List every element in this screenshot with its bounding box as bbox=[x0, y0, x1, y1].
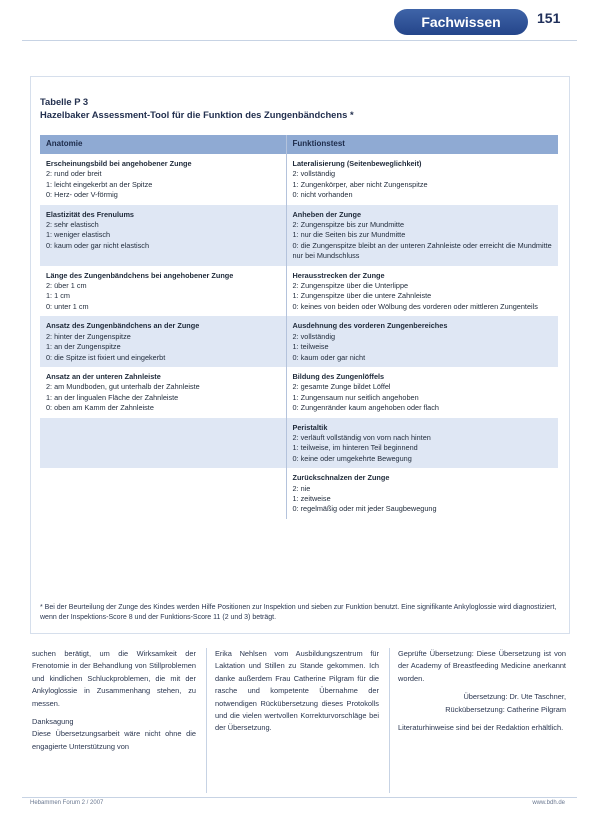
score-line: 0: Herz- oder V-förmig bbox=[46, 190, 118, 200]
score-line: 1: teilweise bbox=[292, 342, 329, 352]
funktionstest-cell bbox=[286, 205, 558, 266]
score-line: 0: oben am Kamm der Zahnleiste bbox=[46, 403, 154, 413]
score-line: 2: vollständig bbox=[292, 169, 336, 179]
column-divider bbox=[389, 648, 390, 793]
criterion-heading: Länge des Zungenbändchens bei angehobener Zunge bbox=[46, 270, 234, 280]
table-row bbox=[40, 316, 558, 367]
col1-paragraph: suchen berätigt, um die Wirksamkeit der Frenotomie in der Behandlung von Stillproblemen und kindlichen Schluckproblemen, die mit der Ankyloglossie in Zusammenhang stehen, zu messen. bbox=[32, 649, 196, 708]
funktionstest-cell bbox=[286, 367, 558, 418]
body-column-3 bbox=[398, 648, 566, 740]
table-label: Tabelle P 3 bbox=[40, 96, 89, 107]
score-line: 2: sehr elastisch bbox=[46, 220, 99, 230]
col2-paragraph: Erika Nehlsen vom Ausbildungszentrum für Laktation und Stillen zu Stande gekommen. Ich danke außerdem Frau Catherine Pilgram für die rasche und kompetente Übernahme der notwendigen Rückübersetzung dieses Protokolls und die vielen wertvollen Korrekturvorschläge bei der Übersetzung. bbox=[215, 649, 379, 733]
score-line: 0: die Zungenspitze bleibt an der unteren Zahnleiste oder erreicht die Mundmitte nur bei Mundschluss bbox=[292, 240, 552, 261]
score-line: 1: weniger elastisch bbox=[46, 230, 111, 240]
footer-left: Hebammen Forum 2 / 2007 bbox=[30, 800, 104, 806]
body-column-1 bbox=[32, 648, 196, 759]
score-line: 0: die Spitze ist fixiert und eingekerbt bbox=[46, 352, 166, 362]
table-row bbox=[40, 154, 558, 205]
table-row bbox=[40, 205, 558, 266]
anatomie-cell bbox=[40, 316, 286, 367]
score-line: 0: Zungenränder kaum angehoben oder flach bbox=[292, 403, 439, 413]
back-translation-credit: Rückübersetzung: Catherine Pilgram bbox=[445, 704, 566, 714]
funktionstest-cell bbox=[286, 154, 558, 205]
criterion-heading: Ansatz des Zungenbändchens an der Zunge bbox=[46, 321, 200, 331]
score-line: 1: teilweise, im hinteren Teil beginnend bbox=[292, 443, 418, 453]
anatomie-cell bbox=[40, 205, 286, 266]
score-line: 2: am Mundboden, gut unterhalb der Zahnleiste bbox=[46, 382, 200, 392]
criterion-heading: Anheben der Zunge bbox=[292, 209, 362, 219]
score-line: 2: Zungenspitze bis zur Mundmitte bbox=[292, 220, 405, 230]
col3-paragraph-3: Literaturhinweise sind bei der Redaktion erhältlich. bbox=[398, 723, 564, 733]
score-line: 0: unter 1 cm bbox=[46, 301, 89, 311]
score-line: 2: Zungenspitze über die Unterlippe bbox=[292, 281, 409, 291]
score-line: 0: kaum oder gar nicht elastisch bbox=[46, 240, 150, 250]
funktionstest-cell bbox=[286, 266, 558, 317]
score-line: 0: regelmäßig oder mit jeder Saugbewegung bbox=[292, 504, 437, 514]
header-divider bbox=[22, 40, 577, 41]
col1-paragraph-2: Diese Übersetzungsarbeit wäre nicht ohne die engagierte Unterstützung von bbox=[32, 729, 196, 751]
score-line: 0: keines von beiden oder Wölbung des vorderen oder mittleren Zungenteils bbox=[292, 301, 538, 311]
criterion-heading: Erscheinungsbild bei angehobener Zunge bbox=[46, 159, 192, 168]
page-number: 151 bbox=[537, 10, 561, 26]
score-line: 2: über 1 cm bbox=[46, 281, 87, 291]
score-line: 2: verläuft vollständig von vorn nach hinten bbox=[292, 432, 431, 442]
table-title bbox=[40, 95, 354, 121]
score-line: 2: gesamte Zunge bildet Löffel bbox=[292, 382, 391, 392]
table-row bbox=[40, 266, 558, 317]
anatomie-cell bbox=[40, 266, 286, 317]
funktionstest-cell bbox=[286, 468, 558, 519]
col3-paragraph-1: Geprüfte Übersetzung: Diese Übersetzung ist von der Academy of Breastfeeding Medicine anerkannt worden. bbox=[398, 649, 566, 683]
table-caption: Hazelbaker Assessment-Tool für die Funktion des Zungenbändchens * bbox=[40, 109, 354, 120]
score-line: 0: kaum oder gar nicht bbox=[292, 352, 366, 362]
anatomie-cell bbox=[40, 154, 286, 205]
score-line: 2: nie bbox=[292, 483, 311, 493]
table-box bbox=[30, 76, 570, 634]
criterion-heading: Bildung des Zungenlöffels bbox=[292, 371, 385, 381]
score-line: 0: nicht vorhanden bbox=[292, 190, 353, 200]
criterion-heading: Lateralisierung (Seitenbeweglichkeit) bbox=[292, 159, 422, 168]
score-line: 2: rund oder breit bbox=[46, 169, 102, 179]
criterion-heading: Ausdehnung des vorderen Zungenbereiches bbox=[292, 321, 448, 331]
table-footnote: * Bei der Beurteilung der Zunge des Kindes werden Hilfe Positionen zur Inspektion und sieben zur Funktion benutzt. Eine signifikante Ankyloglossie wird diagnostiziert, wenn der Inspektions-Score 8 und der Funktions-Score 11 (2 und 3) beträgt. bbox=[40, 604, 557, 621]
score-line: 2: vollständig bbox=[292, 331, 336, 341]
score-line: 1: nur die Seiten bis zur Mundmitte bbox=[292, 230, 406, 240]
col-header-anatomie: Anatomie bbox=[40, 135, 286, 154]
score-line: 2: hinter der Zungenspitze bbox=[46, 331, 131, 341]
section-tab: Fachwissen bbox=[394, 9, 528, 35]
criterion-heading: Zurückschnalzen der Zunge bbox=[292, 473, 390, 483]
criterion-heading: Ansatz an der unteren Zahnleiste bbox=[46, 371, 161, 381]
criterion-heading: Herausstrecken der Zunge bbox=[292, 270, 385, 280]
footer-right: www.bdh.de bbox=[532, 800, 565, 806]
funktionstest-cell bbox=[286, 316, 558, 367]
footer-divider bbox=[22, 797, 577, 798]
criterion-heading: Elastizität des Frenulums bbox=[46, 209, 134, 219]
table-row bbox=[40, 418, 558, 469]
funktionstest-cell bbox=[286, 418, 558, 469]
criterion-heading: Peristaltik bbox=[292, 422, 328, 432]
score-line: 1: leicht eingekerbt an der Spitze bbox=[46, 179, 153, 189]
anatomie-cell bbox=[40, 418, 286, 469]
anatomie-cell bbox=[40, 468, 286, 519]
score-line: 1: Zungenspitze über die untere Zahnleiste bbox=[292, 291, 432, 301]
score-line: 1: zeitweise bbox=[292, 493, 331, 503]
acknowledgement-heading: Danksagung bbox=[32, 717, 74, 727]
table-row bbox=[40, 468, 558, 519]
score-line: 1: Zungenkörper, aber nicht Zungenspitze bbox=[292, 179, 428, 189]
anatomie-cell bbox=[40, 367, 286, 418]
col-header-funktionstest: Funktionstest bbox=[286, 135, 558, 154]
column-divider bbox=[206, 648, 207, 793]
translation-credit: Übersetzung: Dr. Ute Taschner, bbox=[463, 692, 566, 702]
score-line: 1: 1 cm bbox=[46, 291, 70, 301]
assessment-table bbox=[40, 135, 558, 519]
body-column-2 bbox=[215, 648, 379, 741]
score-line: 1: Zungensaum nur seitlich angehoben bbox=[292, 392, 419, 402]
score-line: 1: an der lingualen Fläche der Zahnleiste bbox=[46, 392, 179, 402]
score-line: 0: keine oder umgekehrte Bewegung bbox=[292, 453, 412, 463]
table-row bbox=[40, 367, 558, 418]
score-line: 1: an der Zungenspitze bbox=[46, 342, 121, 352]
